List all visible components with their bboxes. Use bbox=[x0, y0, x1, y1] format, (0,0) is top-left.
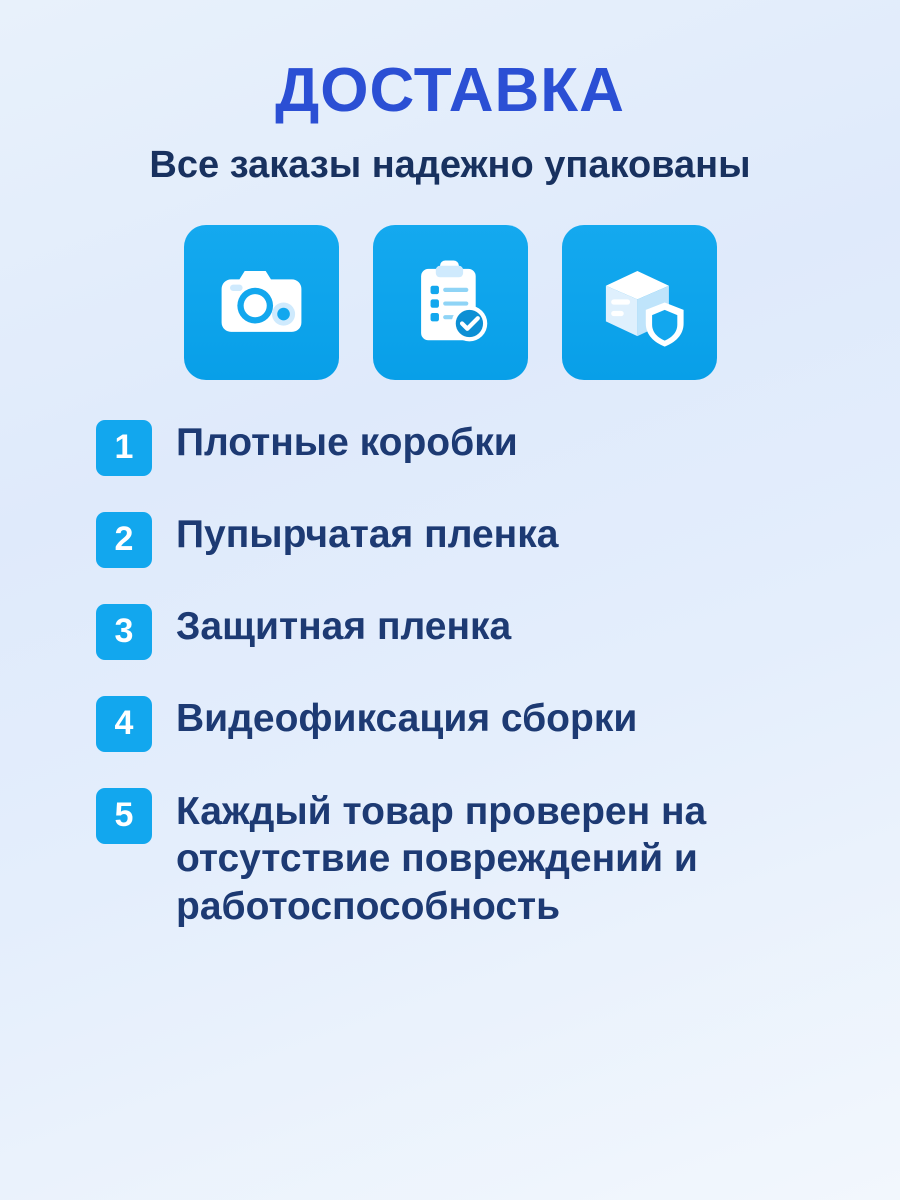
icon-tile-protected-box bbox=[562, 225, 717, 380]
camera-icon bbox=[209, 250, 314, 355]
step-label: Защитная пленка bbox=[176, 604, 512, 648]
checklist-clipboard-icon bbox=[398, 250, 503, 355]
step-label: Плотные коробки bbox=[176, 420, 518, 464]
shielded-box-icon bbox=[587, 250, 692, 355]
step-label: Пупырчатая пленка bbox=[176, 512, 559, 556]
icon-tile-camera bbox=[184, 225, 339, 380]
step-number-badge: 4 bbox=[96, 696, 152, 752]
list-item bbox=[96, 510, 840, 568]
list-item bbox=[96, 786, 840, 931]
step-number-badge: 1 bbox=[96, 420, 152, 476]
list-item bbox=[96, 602, 840, 660]
step-number-badge: 2 bbox=[96, 512, 152, 568]
list-item bbox=[96, 418, 840, 476]
step-number-badge: 5 bbox=[96, 788, 152, 844]
icon-tile-checklist bbox=[373, 225, 528, 380]
step-label: Видеофиксация сборки bbox=[176, 696, 638, 740]
list-item bbox=[96, 694, 840, 752]
step-number-badge: 3 bbox=[96, 604, 152, 660]
feature-icons-row bbox=[184, 225, 717, 380]
step-label: Каждый товар проверен на отсутствие повреждений и работоспособность bbox=[176, 789, 707, 929]
packaging-steps-list bbox=[0, 418, 900, 965]
page-title: ДОСТАВКА bbox=[275, 56, 625, 125]
page-subtitle: Все заказы надежно упакованы bbox=[149, 144, 751, 187]
